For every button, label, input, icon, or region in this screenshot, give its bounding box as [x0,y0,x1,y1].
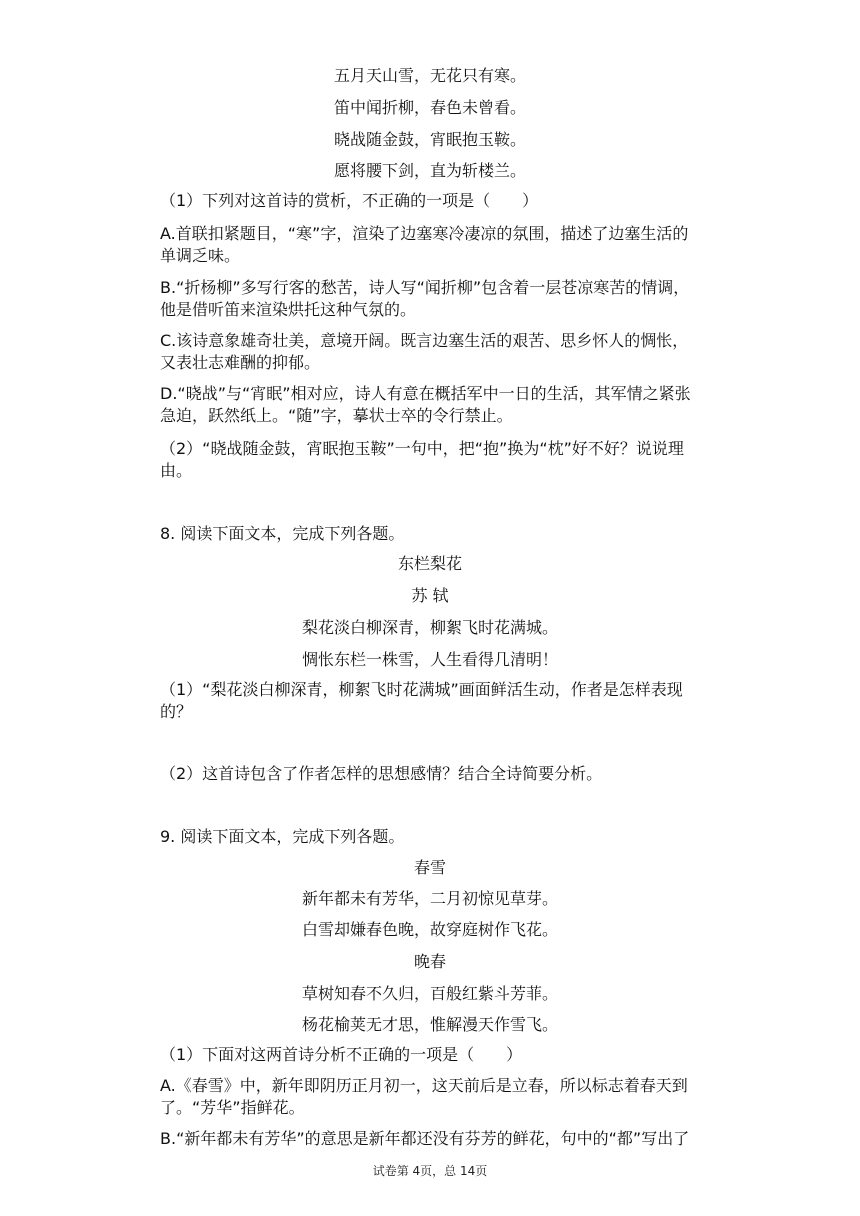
question-sub2: （2）“晓战随金鼓，宵眠抱玉鞍”一句中，把“抱”换为“枕”好不好？说说理 [160,439,684,458]
option-c-line: C.该诗意象雄奇壮美，意境开阔。既言边塞生活的艰苦、思乡怀人的惆怅， [160,331,689,350]
poem-title: 东栏梨花 [397,554,462,573]
question-sub2: 由。 [160,461,193,480]
option-b-line: B.“新年都未有芳华”的意思是新年都还没有芬芳的鲜花，句中的“都”写出了 [160,1129,690,1148]
poem-line: 草树知春不久归，百般红紫斗芳菲。 [301,984,558,1003]
poem-line: 晓战随金鼓，宵眠抱玉鞍。 [333,130,526,149]
poem-line: 梨花淡白柳深青，柳絮飞时花满城。 [301,618,558,637]
poem-line: 杨花榆荚无才思，惟解漫天作雪飞。 [301,1015,558,1034]
option-a-line: A.首联扣紧题目，“寒”字，渲染了边塞寒冷凄凉的氛围，描述了边塞生活的 [160,224,689,243]
page-footer: 试卷第 4页，总 14页 [372,1164,488,1178]
poem-title: 春雪 [413,858,446,877]
option-a-line: 单调乏味。 [160,246,241,265]
poem-title: 晚春 [413,952,446,971]
poem-line: 笛中闻折柳，春色未曾看。 [333,98,526,117]
option-a-line: A.《春雪》中，新年即阴历正月初一，这天前后是立春，所以标志着春天到 [160,1076,688,1095]
option-a-line: 了。“芳华”指鲜花。 [160,1098,305,1117]
option-d-line: 急迫，跃然纸上。“随”字，摹状士卒的令行禁止。 [160,406,513,425]
poem-line: 白雪却嫌春色晚，故穿庭树作飞花。 [301,920,558,939]
question-sub2: （2）这首诗包含了作者怎样的思想感情？结合全诗简要分析。 [160,764,603,783]
poem-line: 惆怅东栏一株雪，人生看得几清明！ [301,650,558,669]
option-c-line: 又表壮志难酬的抑郁。 [160,353,321,372]
question-heading: 8. 阅读下面文本，完成下列各题。 [160,524,405,543]
question-sub1: （1）下面对这两首诗分析不正确的一项是（ ） [160,1045,523,1064]
question-sub1: 的？ [160,702,193,721]
poem-author: 苏 轼 [411,586,449,605]
question-heading: 9. 阅读下面文本，完成下列各题。 [160,827,405,846]
poem-line: 新年都未有芳华，二月初惊见草芽。 [301,889,558,908]
option-b-line: 他是借听笛来渲染烘托这种气氛的。 [160,300,417,319]
option-b-line: B.“折杨柳”多写行客的愁苦，诗人写“闻折柳”包含着一层苍凉寒苦的情调， [160,278,690,297]
question-sub1: （1）“梨花淡白柳深青，柳絮飞时花满城”画面鲜活生动，作者是怎样表现 [160,680,683,699]
question-sub1: （1）下列对这首诗的赏析，不正确的一项是（ ） [160,191,539,210]
option-d-line: D.“晓战”与“宵眠”相对应，诗人有意在概括军中一日的生活，其军情之紧张 [160,384,691,403]
poem-line: 五月天山雪，无花只有寒。 [333,66,526,85]
poem-line: 愿将腰下剑，直为斩楼兰。 [333,161,526,180]
